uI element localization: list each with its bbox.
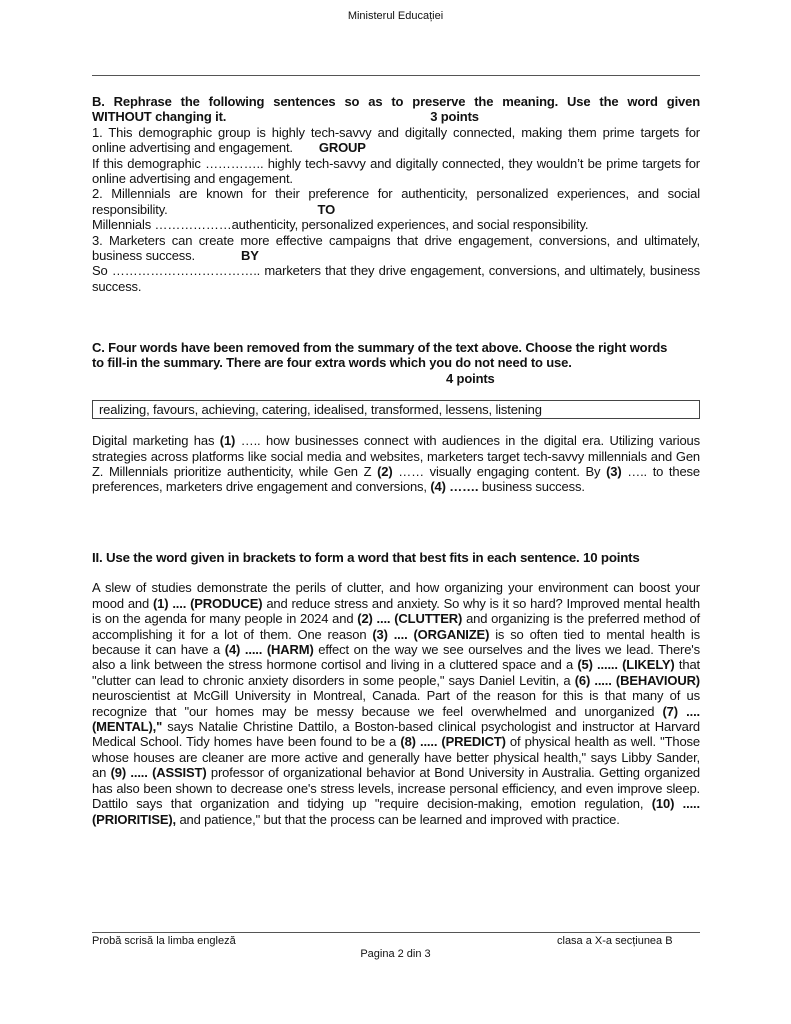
item-2-keyword: TO: [317, 201, 336, 217]
word-formation-paragraph: [92, 580, 700, 827]
section-b-instruction: B. Rephrase the following sentences so as to preserve the meaning. Use the word given: [92, 94, 700, 109]
item-3-rewrite: So …………………………….. marketers that they drive engagement, conversions, and ultimately, business success.: [92, 263, 700, 294]
summary-paragraph: [92, 433, 700, 495]
section-c-points: 4 points: [446, 370, 495, 386]
item-3-keyword: BY: [240, 248, 259, 264]
text-segment: neuroscientist at McGill University in Montreal, Canada. Part of the reason for this is that many of us recognize that "our homes may be messy because we feel overwhelmed and unorganized: [92, 688, 700, 719]
text-segment: and organizing is the preferred method of accomplishing it for a lot of them. One reason: [92, 611, 700, 642]
text-segment: business success.: [478, 479, 585, 495]
text-segment: and patience," but that the process can be learned and improved with practice.: [176, 811, 620, 827]
section-ii-instruction: II. Use the word given in brackets to form a word that best fits in each sentence. 10 points: [92, 550, 640, 565]
text-segment: ….. to these preferences, marketers drive engagement and conversions,: [92, 464, 700, 495]
footer-left: Probă scrisă la limba engleză: [92, 935, 236, 947]
gap-prompt: (6) ..... (BEHAVIOUR): [574, 672, 700, 688]
word-bank: realizing, favours, achieving, catering, idealised, transformed, lessens, listening: [92, 400, 700, 419]
gap-prompt: (1): [219, 433, 236, 449]
text-segment: Digital marketing has: [92, 433, 220, 449]
text-segment: professor of organizational behavior at Bond University in Australia. Getting organized has also been shown to decrease one's stress levels, increase personal efficiency, and even improve sleep. Dattilo says that organization and tidying up "require decision-making, emotion regulation,: [92, 765, 700, 812]
text-segment: that "clutter can lead to chronic anxiety disorders in some people," says Daniel Levitin, a: [92, 657, 701, 688]
item-1-rewrite: If this demographic ………….. highly tech-savvy and digitally connected, they wouldn’t be prime targets for online advertising and engagement.: [92, 155, 700, 187]
gap-prompt: (2): [377, 464, 393, 480]
footer-rule: [92, 932, 700, 933]
text-segment: of physical health as well. "Those whose houses are cleaner are more active and generally have better physical health," says Libby Sander, an: [92, 734, 700, 781]
gap-prompt: (1) .... (PRODUCE): [152, 595, 263, 611]
gap-prompt: (4) …….: [430, 479, 479, 495]
footer-right: clasa a X-a secțiunea B: [557, 935, 673, 947]
item-1-sentence: [92, 125, 700, 156]
section-b-instruction-end: WITHOUT changing it.: [92, 109, 227, 125]
text-segment: says Natalie Christine Dattilo, a Boston-based clinical psychologist and instructor at Harvard Medical School. Tidy homes have been found to be a: [92, 719, 700, 750]
text-segment: is so often tied to mental health is because it can have a: [92, 626, 701, 658]
item-1-text: 1. This demographic group is highly tech-savvy and digitally connected, making them prime targets for online advertising and engagement.: [92, 124, 700, 156]
gap-prompt: (5) ...... (LIKELY): [577, 657, 675, 673]
text-segment: A slew of studies demonstrate the perils of clutter, and how organizing your environment can boost your mood and: [92, 580, 700, 611]
text-segment: effect on the way we see ourselves and the lives we lead. There's also a link between the stress hormone cortisol and living in a cluttered space and a: [92, 642, 700, 673]
item-2-sentence: [92, 186, 700, 217]
gap-prompt: (3) .... (ORGANIZE): [372, 626, 490, 642]
gap-prompt: (2) .... (CLUTTER): [357, 611, 463, 627]
section-b-points: 3 points: [430, 109, 479, 125]
gap-prompt: (10) ..... (PRIORITISE),: [92, 796, 700, 827]
section-b-instruction-line2: [92, 109, 700, 124]
item-2-text: 2. Millennials are known for their preference for authenticity, personalized experiences, and social responsibility.: [92, 186, 700, 217]
text-segment: ….. how businesses connect with audiences in the digital era. Utilizing various strategies across platforms like social media and websites, marketers target tech-savvy millennials and Gen Z. Millennials prioritize authenticity, while Gen Z: [92, 433, 700, 480]
item-2-rewrite: Millennials ………………authenticity, personalized experiences, and social responsibility.: [92, 217, 589, 233]
gap-prompt: (4) ..... (HARM): [224, 642, 314, 658]
gap-prompt: (3): [606, 464, 622, 480]
section-b: [92, 94, 700, 294]
gap-prompt: (8) ..... (PREDICT): [400, 734, 506, 750]
item-3-sentence: [92, 233, 700, 264]
section-ii: [92, 550, 700, 827]
header-rule: [92, 75, 700, 76]
gap-prompt: (9) ..... (ASSIST): [110, 765, 207, 781]
text-segment: and reduce stress and anxiety. So why is it so hard? Improved mental health is on the agenda for many people in 2024 and: [92, 595, 700, 627]
item-1-keyword: GROUP: [318, 140, 366, 156]
page-header: Ministerul Educației: [347, 10, 444, 22]
item-3-text: 3. Marketers can create more effective campaigns that drive engagement, conversions, and ultimately, business success.: [92, 232, 700, 264]
text-segment: …… visually engaging content. By: [392, 464, 607, 480]
gap-prompt: (7) .... (MENTAL),": [92, 703, 700, 735]
section-c: [92, 340, 700, 495]
section-c-instruction: C. Four words have been removed from the summary of the text above. Choose the right words to fill-in the summary. There are four extra words which you do not need to use.: [92, 340, 668, 371]
page-number: Pagina 2 din 3: [360, 948, 431, 960]
